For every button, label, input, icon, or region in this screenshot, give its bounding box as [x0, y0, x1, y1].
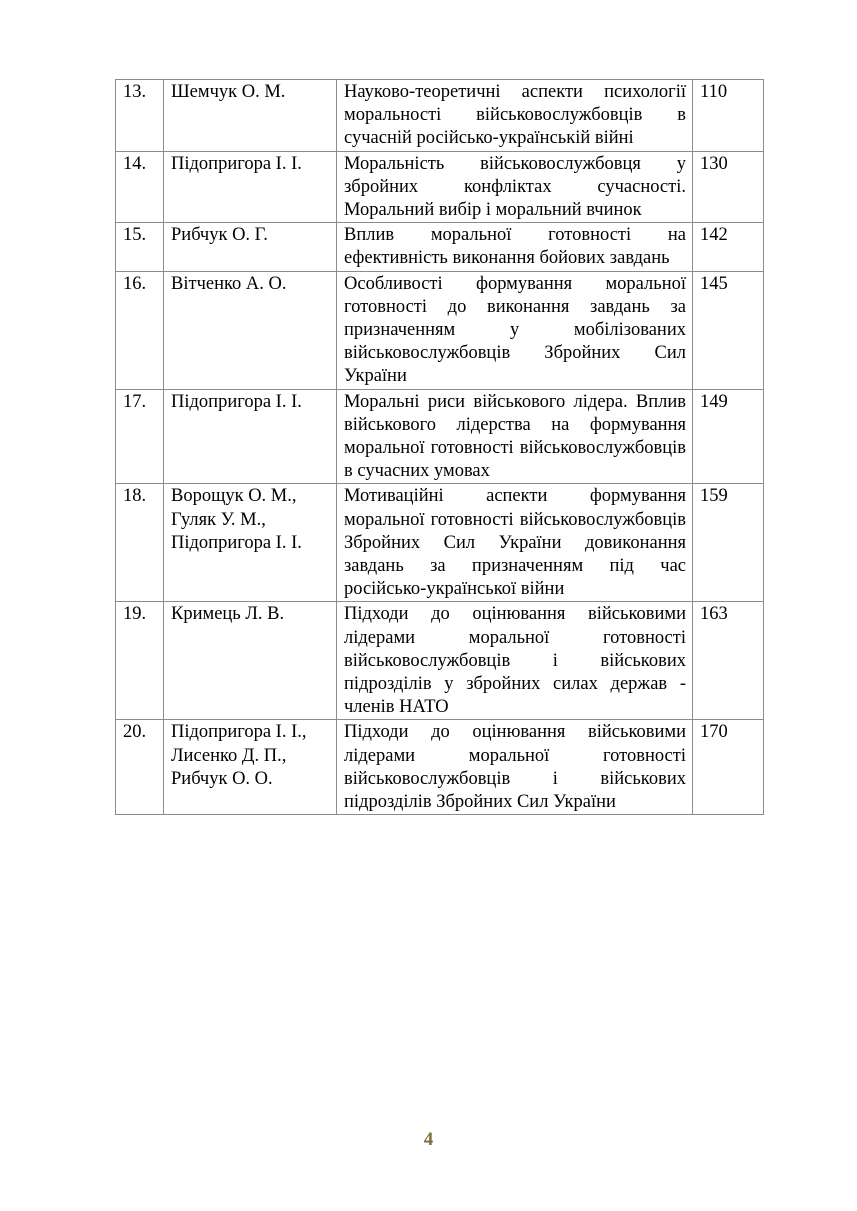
- table-row: [116, 151, 764, 223]
- row-page: 145: [693, 271, 764, 389]
- row-title: Мотиваційні аспекти формування моральної готовності військовослужбовців Збройних Сил України довиконання завдань за призначенням під час російсько-української війни: [337, 484, 693, 602]
- row-page: 130: [693, 151, 764, 223]
- row-title: Підходи до оцінювання військовими лідерами моральної готовності військовослужбовців і військових підрозділів у збройних силах держав - членів НАТО: [337, 602, 693, 720]
- row-author: Шемчук О. М.: [164, 80, 337, 152]
- contents-table: [115, 79, 764, 815]
- table-row: [116, 484, 764, 602]
- row-number: 20.: [116, 720, 164, 815]
- row-page: 110: [693, 80, 764, 152]
- row-number: 18.: [116, 484, 164, 602]
- row-title: Особливості формування моральної готовності до виконання завдань за призначенням у мобілізованих військовослужбовців Збройних Сил України: [337, 271, 693, 389]
- row-author: Підопригора І. І.: [164, 151, 337, 223]
- row-title: Моральні риси військового лідера. Вплив військового лідерства на формування моральної готовності військовослужбовців в сучасних умовах: [337, 389, 693, 484]
- row-page: 170: [693, 720, 764, 815]
- row-title: Підходи до оцінювання військовими лідерами моральної готовності військовослужбовців і військових підрозділів Збройних Сил України: [337, 720, 693, 815]
- table-row: [116, 720, 764, 815]
- row-author: Рибчук О. Г.: [164, 223, 337, 271]
- table-row: [116, 223, 764, 271]
- row-author: Підопригора І. І.: [164, 389, 337, 484]
- row-page: 163: [693, 602, 764, 720]
- row-page: 159: [693, 484, 764, 602]
- row-number: 14.: [116, 151, 164, 223]
- row-title: Вплив моральної готовності на ефективність виконання бойових завдань: [337, 223, 693, 271]
- table-row: [116, 80, 764, 152]
- row-author: Ворощук О. М., Гуляк У. М., Підопригора І. І.: [164, 484, 337, 602]
- row-author: Кримець Л. В.: [164, 602, 337, 720]
- table-row: [116, 271, 764, 389]
- row-number: 16.: [116, 271, 164, 389]
- row-number: 13.: [116, 80, 164, 152]
- row-number: 15.: [116, 223, 164, 271]
- row-title: Моральність військовослужбовця у збройних конфліктах сучасності. Моральний вибір і моральний вчинок: [337, 151, 693, 223]
- row-author: Підопригора І. І., Лисенко Д. П., Рибчук О. О.: [164, 720, 337, 815]
- row-title: Науково-теоретичні аспекти психології моральності військовослужбовців в сучасній російсько-українській війні: [337, 80, 693, 152]
- row-number: 17.: [116, 389, 164, 484]
- row-number: 19.: [116, 602, 164, 720]
- table-row: [116, 389, 764, 484]
- page-number: 4: [423, 1129, 434, 1150]
- row-page: 142: [693, 223, 764, 271]
- table-row: [116, 602, 764, 720]
- row-page: 149: [693, 389, 764, 484]
- row-author: Вітченко А. О.: [164, 271, 337, 389]
